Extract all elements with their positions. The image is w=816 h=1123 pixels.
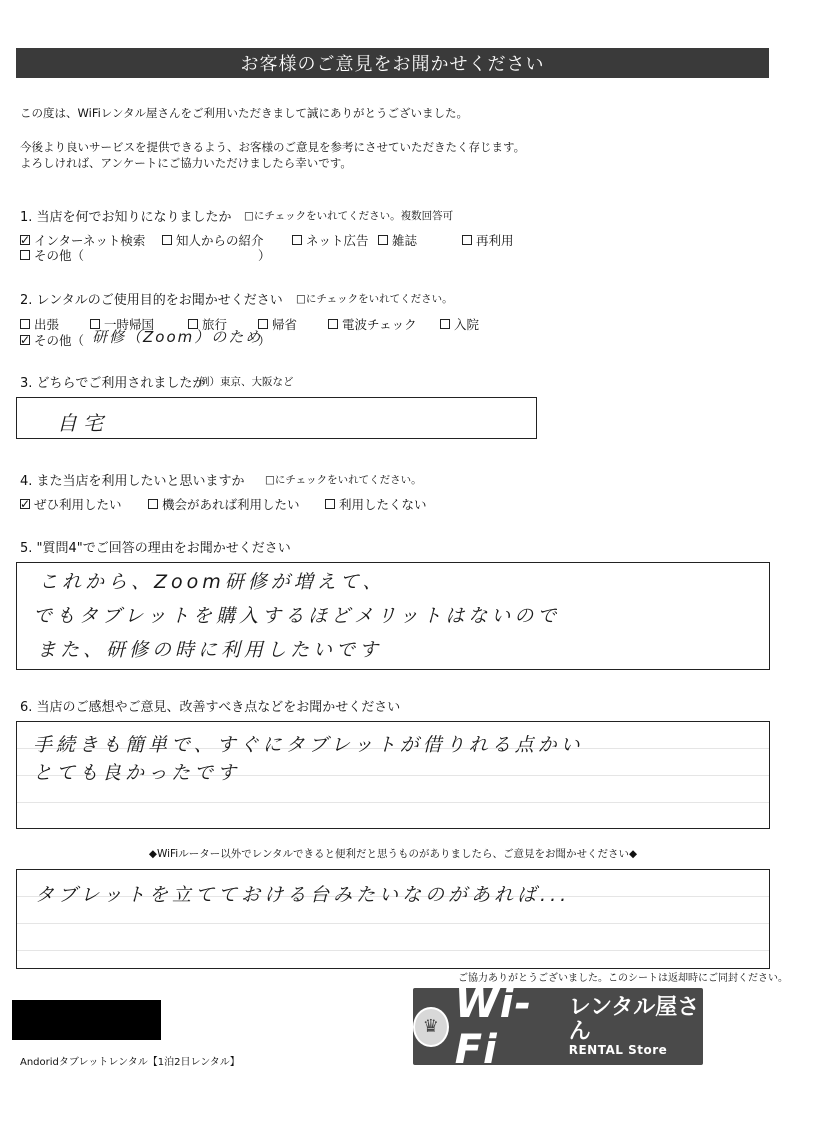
q7-answer: タブレットを立てておける台みたいなのがあれば...: [35, 884, 571, 906]
q5-answer-line-1: これから、Zoom研修が増えて、: [39, 571, 386, 593]
q6-answer-line-1: 手続きも簡単で、すぐにタブレットが借りれる点かい: [33, 734, 584, 756]
q2-note: □にチェックをいれてください。: [296, 293, 453, 305]
checkbox-icon[interactable]: [148, 499, 158, 509]
q3-answer-box[interactable]: [16, 397, 537, 439]
checkbox-checked-icon[interactable]: [20, 235, 30, 245]
checkbox-icon[interactable]: [325, 499, 335, 509]
q2-other-answer: 研修（Zoom）のため: [92, 328, 263, 346]
q6-answer-box[interactable]: [16, 721, 770, 829]
q1-other-close: ）: [258, 248, 271, 263]
q2-option-hospital[interactable]: 入院: [440, 315, 479, 333]
checkbox-icon[interactable]: [328, 319, 338, 329]
q1-option-magazine[interactable]: 雑誌: [378, 231, 417, 249]
q1-note: □にチェックをいれてください。複数回答可: [244, 210, 454, 222]
intro-line-3: よろしければ、アンケートにご協力いただけましたら幸いです。: [20, 156, 352, 170]
crown-mascot-icon: ♛: [413, 1007, 449, 1047]
checkbox-icon[interactable]: [440, 319, 450, 329]
q4-option-no[interactable]: 利用したくない: [325, 495, 427, 513]
q3-answer: 自宅: [57, 411, 109, 435]
q5-answer-box[interactable]: [16, 562, 770, 670]
q2-option-business-trip[interactable]: 出張: [20, 315, 59, 333]
logo-en-text: RENTAL Store: [568, 1043, 668, 1058]
checkbox-icon[interactable]: [162, 235, 172, 245]
q1-option-referral[interactable]: 知人からの紹介: [162, 231, 264, 249]
checkbox-icon[interactable]: [292, 235, 302, 245]
thanks-note: ご協力ありがとうございました。このシートは返却時にご同封ください。: [458, 973, 788, 984]
checkbox-icon[interactable]: [20, 319, 30, 329]
q7-answer-box[interactable]: [16, 869, 770, 969]
intro-line-2: 今後より良いサービスを提供できるよう、お客様のご意見を参考にさせていただきたく存じます。: [20, 140, 526, 154]
q1-option-other[interactable]: その他（: [20, 246, 84, 264]
q5-answer-line-2: でもタブレットを購入するほどメリットはないので: [33, 605, 561, 627]
q1-option-internet[interactable]: ✓ インターネット検索: [20, 231, 145, 249]
q6-answer-line-2: とても良かったです: [33, 762, 241, 784]
checkbox-checked-icon[interactable]: [20, 499, 30, 509]
q2-other-close: ）: [258, 333, 271, 348]
q1-option-reuse[interactable]: 再利用: [462, 231, 514, 249]
checkbox-icon[interactable]: [20, 250, 30, 260]
page-title: お客様のご意見をお聞かせください: [16, 48, 769, 78]
q4-option-definitely[interactable]: ✓ ぜひ利用したい: [20, 495, 122, 513]
q3-label: 3. どちらでご利用されましたか: [20, 376, 206, 391]
logo-jp-text: レンタル屋さん: [568, 994, 700, 1044]
q2-option-travel[interactable]: 旅行: [188, 315, 227, 333]
q3-note: 例）東京、大阪など: [199, 376, 294, 388]
brand-logo: [413, 980, 703, 1073]
q2-option-return-home[interactable]: 一時帰国: [90, 315, 154, 333]
logo-wifi-text: Wi-Fi: [454, 980, 533, 1073]
q6-label: 6. 当店のご感想やご意見、改善すべき点などをお聞かせください: [20, 700, 401, 715]
q5-answer-line-3: また、研修の時に利用したいです: [37, 639, 383, 661]
q2-option-other[interactable]: ✓ その他（: [20, 331, 84, 349]
checkbox-icon[interactable]: [378, 235, 388, 245]
q4-note: □にチェックをいれてください。: [265, 474, 422, 486]
q5-label: 5. "質問4"でご回答の理由をお聞かせください: [20, 541, 291, 556]
q1-option-net-ad[interactable]: ネット広告: [292, 231, 369, 249]
q2-label: 2. レンタルのご使用目的をお聞かせください: [20, 293, 283, 308]
checkbox-icon[interactable]: [462, 235, 472, 245]
footer-product: Andoridタブレットレンタル【1泊2日レンタル】: [20, 1057, 240, 1068]
q1-label: 1. 当店を何でお知りになりましたか: [20, 210, 232, 225]
q7-label: ◆WiFiルーター以外でレンタルできると便利だと思うものがありましたら、ご意見をお聞かせください◆: [148, 848, 638, 860]
q2-option-homecoming[interactable]: 帰省: [258, 315, 297, 333]
intro-line-1: この度は、WiFiレンタル屋さんをご利用いただきまして誠にありがとうございました。: [20, 106, 469, 120]
redacted-block: [12, 1000, 161, 1040]
checkbox-checked-icon[interactable]: [20, 335, 30, 345]
q4-option-if-chance[interactable]: 機会があれば利用したい: [148, 495, 300, 513]
q4-label: 4. また当店を利用したいと思いますか: [20, 474, 245, 489]
q2-option-signal-check[interactable]: 電波チェック: [328, 315, 417, 333]
